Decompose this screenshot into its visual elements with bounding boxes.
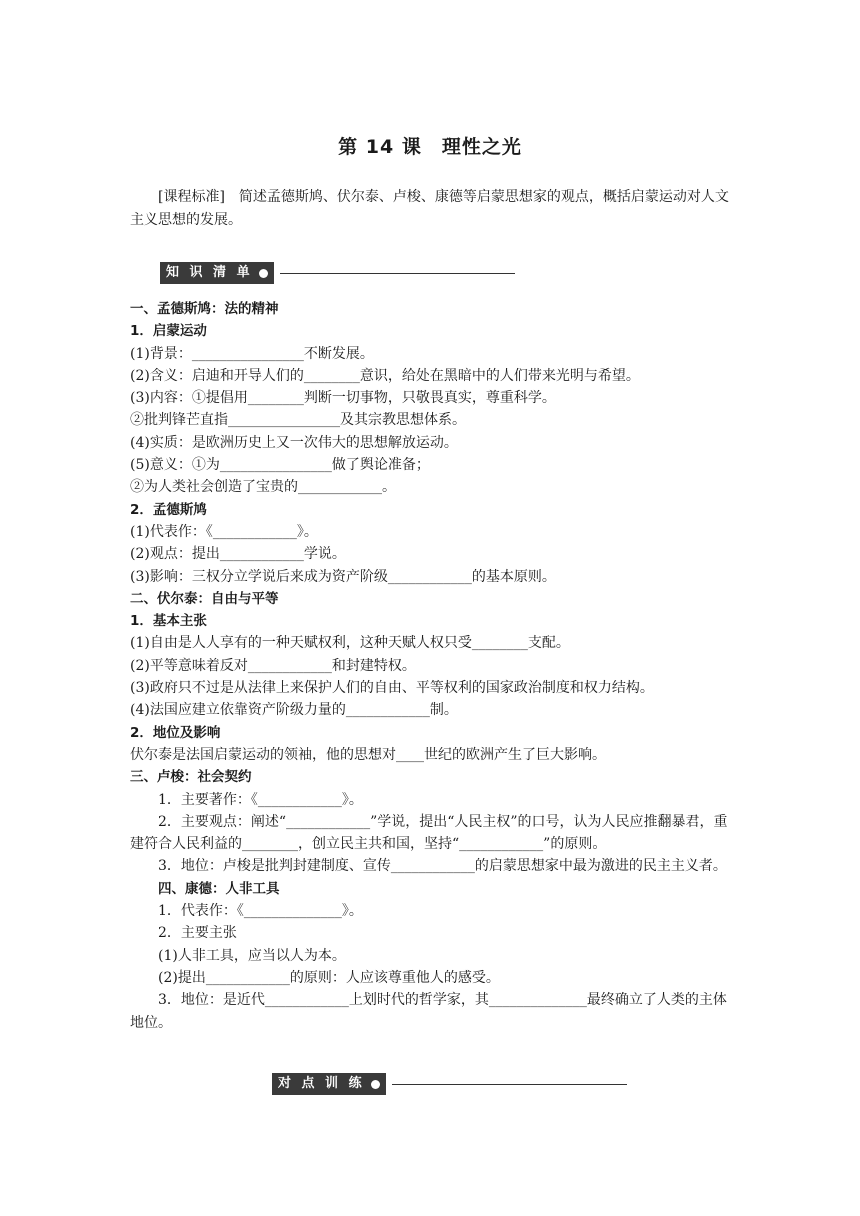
list-item: ②批判锋芒直指________________及其宗教思想体系。 <box>130 412 466 429</box>
banner-label: 知 识 清 单 <box>166 265 253 280</box>
list-item: (3)影响：三权分立学说后来成为资产阶级____________的基本原则。 <box>130 568 556 585</box>
section-banner-practice <box>272 1073 627 1095</box>
banner-tag <box>272 1073 386 1095</box>
list-item: (3)内容：①提倡用________判断一切事物，只敬畏真实，尊重科学。 <box>130 390 556 407</box>
section-heading: 四、康德：人非工具 <box>158 880 280 897</box>
banner-rule <box>280 273 515 274</box>
list-item: ②为人类社会创造了宝贵的____________。 <box>130 479 396 496</box>
list-item: 1．主要著作：《____________》。 <box>158 791 363 808</box>
bullet-dot-icon <box>259 269 268 278</box>
list-item: 2．主要主张 <box>158 925 237 942</box>
list-item: (2)提出____________的原则：人应该尊重他人的感受。 <box>158 969 500 986</box>
list-item: 3．地位：是近代____________上划时代的哲学家，其______________最终确立了人类的主体地位。 <box>130 992 727 1031</box>
subsection-heading: 1．启蒙运动 <box>130 323 207 340</box>
list-item: (4)法国应建立依靠资产阶级力量的____________制。 <box>130 702 458 719</box>
subsection-heading: 1．基本主张 <box>130 613 207 630</box>
banner-rule <box>392 1084 627 1085</box>
course-standard: [课程标准] 简述孟德斯鸠、伏尔泰、卢梭、康德等启蒙思想家的观点，概括启蒙运动对人文主义思想的发展。 <box>130 189 729 228</box>
list-item: (1)背景：________________不断发展。 <box>130 345 374 362</box>
list-item: (1)人非工具，应当以人为本。 <box>158 947 346 964</box>
section-heading: 二、伏尔泰：自由与平等 <box>130 590 279 607</box>
list-item: (2)含义：启迪和开导人们的________意识，给处在黑暗中的人们带来光明与希望。 <box>130 367 640 384</box>
list-item: (1)代表作：《____________》。 <box>130 523 318 540</box>
list-item: (2)平等意味着反对____________和封建特权。 <box>130 657 416 674</box>
list-item: 2．主要观点：阐述“____________”学说，提出“人民主权”的口号，认为人民应推翻暴君，重建符合人民利益的________，创立民主共和国，坚持“____________”的原则。 <box>130 813 728 853</box>
knowledge-list <box>130 298 730 1034</box>
list-item: (2)观点：提出____________学说。 <box>130 546 346 563</box>
bullet-dot-icon <box>371 1080 380 1089</box>
subsection-heading: 2．孟德斯鸠 <box>130 501 207 518</box>
lesson-title: 第 14 课 理性之光 <box>338 136 522 158</box>
subsection-heading: 2．地位及影响 <box>130 724 221 741</box>
banner-label: 对 点 训 练 <box>278 1076 365 1091</box>
list-item: 3．地位：卢梭是批判封建制度、宣传____________的启蒙思想家中最为激进的民主主义者。 <box>158 858 727 875</box>
list-item: (5)意义：①为________________做了舆论准备； <box>130 457 430 474</box>
list-item: (1)自由是人人享有的一种天赋权利，这种天赋人权只受________支配。 <box>130 635 570 652</box>
list-item: 伏尔泰是法国启蒙运动的领袖，他的思想对____世纪的欧洲产生了巨大影响。 <box>130 746 606 763</box>
list-item: (4)实质：是欧洲历史上又一次伟大的思想解放运动。 <box>130 434 458 451</box>
banner-tag <box>160 262 274 284</box>
list-item: (3)政府只不过是从法律上来保护人们的自由、平等权利的国家政治制度和权力结构。 <box>130 680 654 697</box>
section-banner-knowledge <box>160 262 515 284</box>
section-heading: 一、孟德斯鸠：法的精神 <box>130 301 279 317</box>
list-item: 1．代表作：《______________》。 <box>158 903 363 920</box>
section-heading: 三、卢梭：社会契约 <box>130 769 252 786</box>
